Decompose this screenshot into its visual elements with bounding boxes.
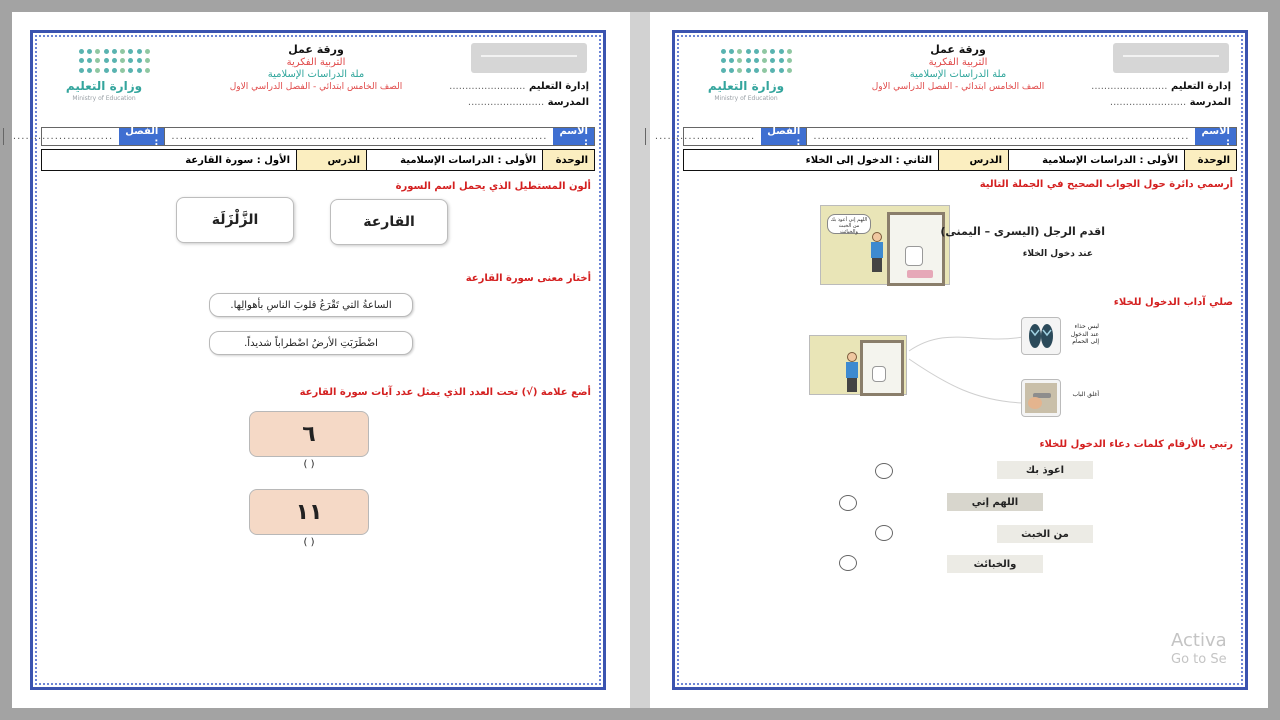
- unit-value: الأولى : الدراسات الإسلامية: [1008, 150, 1184, 170]
- order-circle-1[interactable]: [875, 463, 893, 479]
- prayer-phrase-2: اللهم إني: [947, 493, 1043, 511]
- subject-subtitle: ملة الدراسات الإسلامية: [267, 69, 365, 81]
- name-field[interactable]: ..........................................................................................: [806, 128, 1195, 145]
- name-bar: [654, 125, 1237, 148]
- page-header: [41, 39, 595, 123]
- slippers-icon: [1026, 322, 1056, 350]
- number-option-11[interactable]: ١١: [249, 489, 369, 535]
- answer-slot-2[interactable]: ( ): [303, 537, 315, 548]
- bathroom-door-image: [809, 335, 907, 395]
- ministry-name: وزارة التعليم: [65, 79, 143, 93]
- grade-line: الصف الخامس ابتدائي - الفصل الدراسي الاول: [871, 81, 1045, 92]
- lesson-label: الدرس: [938, 150, 1008, 170]
- sentence-line-2: عند دخول الخلاء: [1022, 249, 1093, 259]
- surah-box-zalzalah[interactable]: الزَّلْزَلَة: [176, 197, 294, 243]
- watermark-line-2: Go to Se: [1171, 651, 1227, 667]
- door-handle-image[interactable]: [1021, 379, 1061, 417]
- answer-slot-1[interactable]: ( ): [303, 459, 315, 470]
- question-3: أضع علامة (√) تحت العدد الذي يمثل عدد آيات سورة القارعة: [299, 387, 591, 398]
- lesson-value: الأول : سورة القارعة: [185, 154, 290, 166]
- door-caption: أغلق الباب: [1072, 391, 1099, 398]
- question-3: رتبي بالأرقام كلمات دعاء الدخول للخلاء: [1039, 439, 1233, 450]
- name-label: الاسم :: [553, 128, 594, 145]
- worksheet-page-left: [12, 30, 606, 690]
- subject-title: التربية الفكرية: [286, 56, 346, 68]
- class-label: الفصل :: [761, 128, 806, 145]
- worksheet-page-right: [654, 30, 1248, 690]
- subject-subtitle: ملة الدراسات الإسلامية: [909, 69, 1007, 81]
- order-circle-2[interactable]: [839, 495, 857, 511]
- name-bar: [12, 125, 595, 148]
- sentence-line-1[interactable]: اقدم الرجل (اليسرى – اليمنى): [940, 225, 1105, 238]
- unit-bar: [683, 149, 1237, 171]
- header-title-block: [191, 43, 441, 93]
- lesson-value: الثاني : الدخول إلى الخلاء: [805, 154, 932, 166]
- header-title-block: [833, 43, 1083, 93]
- unit-label: الوحدة: [542, 150, 594, 170]
- question-2: أختار معنى سورة القارعة: [465, 273, 591, 284]
- page-header: [683, 39, 1237, 123]
- worksheet-title: ورقة عمل: [288, 43, 344, 56]
- lesson-label: الدرس: [296, 150, 366, 170]
- kingdom-logo: [471, 43, 587, 73]
- admin-line: إدارة التعليم ........................: [1091, 81, 1231, 92]
- matching-lines: [907, 315, 1025, 435]
- speech-bubble: اللهم إني أعوذ بك من الخبث والخبائث: [827, 214, 871, 234]
- class-field[interactable]: ........................: [3, 128, 119, 145]
- logo-dots-icon: [721, 49, 793, 75]
- question-1: ألون المستطيل الذي يحمل اسم السورة: [395, 181, 591, 192]
- unit-bar: [41, 149, 595, 171]
- prayer-phrase-1: اعوذ بك: [997, 461, 1093, 479]
- ministry-logo: [49, 45, 159, 115]
- page-divider: [630, 12, 650, 708]
- slippers-image[interactable]: [1021, 317, 1061, 355]
- prayer-phrase-4: والخبائث: [947, 555, 1043, 573]
- number-option-6[interactable]: ٦: [249, 411, 369, 457]
- ministry-subtitle: Ministry of Education: [72, 95, 136, 102]
- logo-dots-icon: [79, 49, 151, 75]
- class-field[interactable]: ........................: [645, 128, 761, 145]
- activation-watermark: [1171, 630, 1227, 667]
- school-line: المدرسة ........................: [467, 97, 589, 108]
- kingdom-logo: [1113, 43, 1229, 73]
- ministry-name: وزارة التعليم: [707, 79, 785, 93]
- name-label: الاسم :: [1195, 128, 1236, 145]
- prayer-phrase-3: من الخبث: [997, 525, 1093, 543]
- unit-value: الأولى : الدراسات الإسلامية: [366, 150, 542, 170]
- door-handle-icon: [1025, 383, 1057, 413]
- admin-line: إدارة التعليم ........................: [449, 81, 589, 92]
- name-field[interactable]: ..........................................................................................: [164, 128, 553, 145]
- meaning-option-2[interactable]: اضْطَرَبَتِ الأرضُ اضْطراباً شديداً.: [209, 331, 413, 355]
- slippers-caption: لبس حذاء عند الدخول إلى الحمام: [1070, 323, 1099, 345]
- grade-line: الصف الخامس ابتدائي - الفصل الدراسي الاول: [229, 81, 403, 92]
- class-label: الفصل :: [119, 128, 164, 145]
- meaning-option-1[interactable]: الساعةُ التي تَقْرَعُ قلوبَ الناسِ بأهوالِها.: [209, 293, 413, 317]
- watermark-line-1: Activa: [1171, 630, 1227, 651]
- surah-box-qariah[interactable]: القارعة: [330, 199, 448, 245]
- bathroom-scene-image: [820, 205, 950, 285]
- unit-label: الوحدة: [1184, 150, 1236, 170]
- question-2: صلي آداب الدخول للخلاء: [1113, 297, 1233, 308]
- order-circle-4[interactable]: [839, 555, 857, 571]
- screen-canvas: [12, 12, 1268, 708]
- worksheet-title: ورقة عمل: [930, 43, 986, 56]
- subject-title: التربية الفكرية: [928, 56, 988, 68]
- order-circle-3[interactable]: [875, 525, 893, 541]
- question-1: أرسمي دائرة حول الجواب الصحيح في الجملة التالية: [979, 179, 1233, 190]
- ministry-subtitle: Ministry of Education: [714, 95, 778, 102]
- school-line: المدرسة ........................: [1109, 97, 1231, 108]
- ministry-logo: [691, 45, 801, 115]
